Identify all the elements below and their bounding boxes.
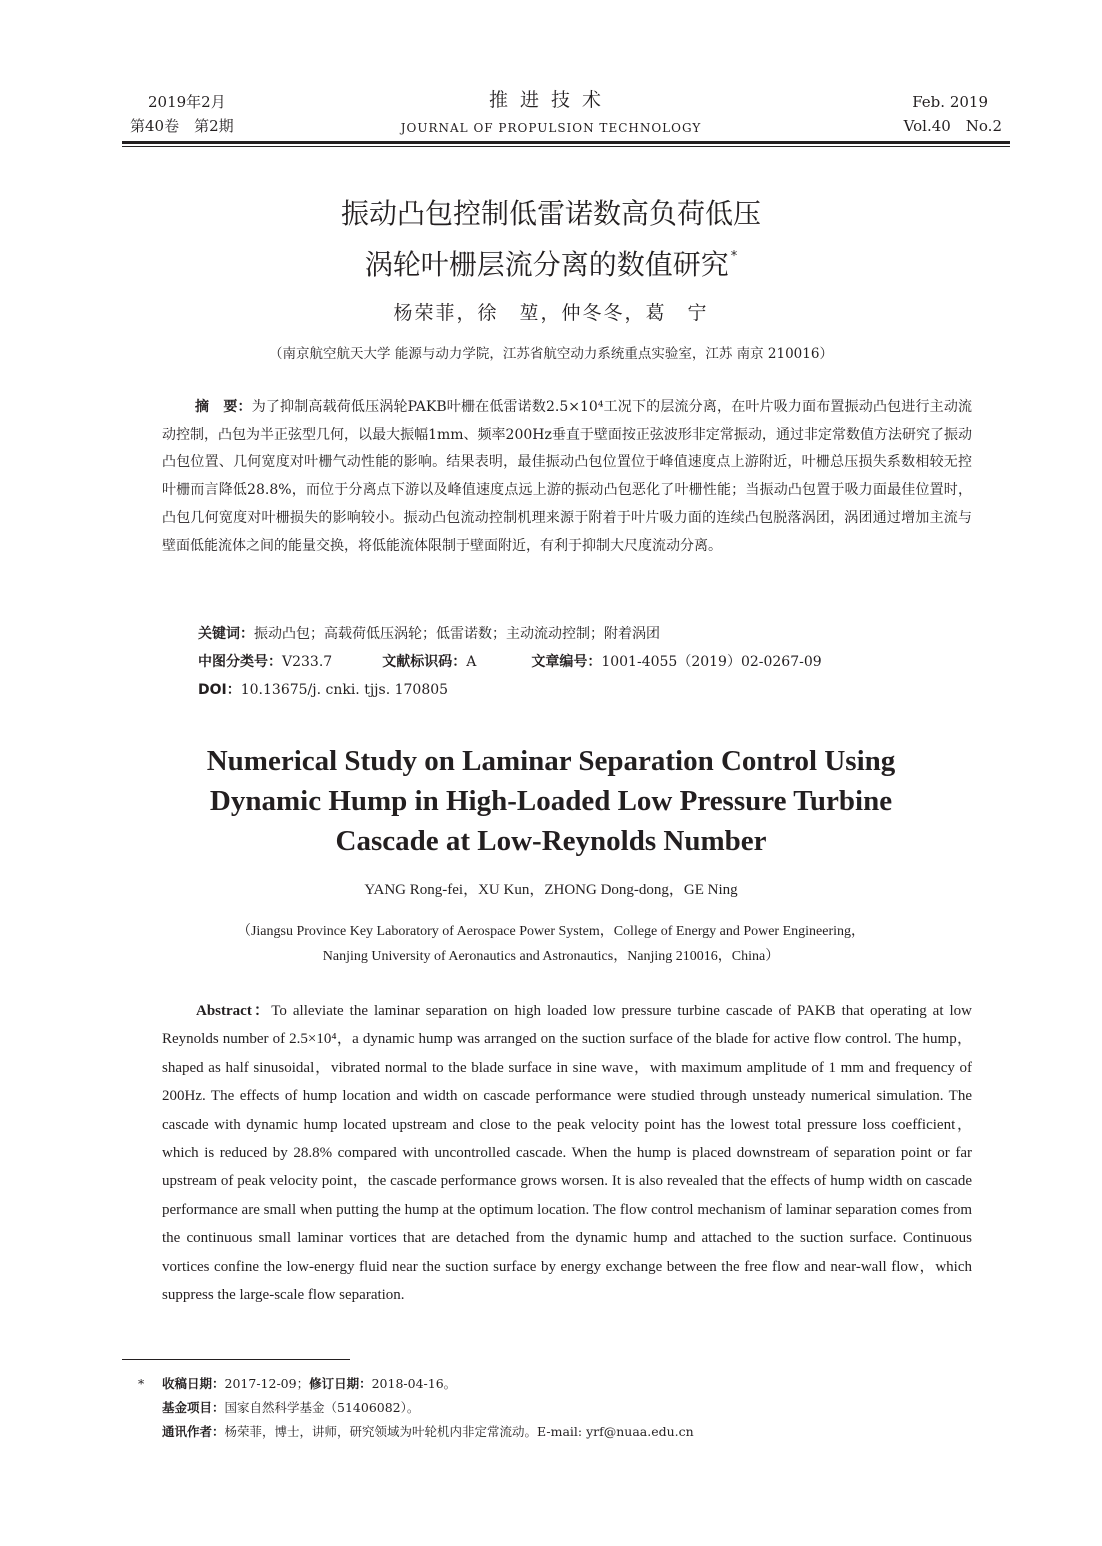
received-value: 2017-12-09； [224, 1376, 310, 1391]
cn-abstract [162, 394, 972, 560]
cn-keywords-line [198, 623, 660, 645]
revised-value: 2018-04-16。 [371, 1376, 457, 1391]
cn-title-line-2-text: 涡轮叶栅层流分离的数值研究 [364, 248, 729, 281]
cn-title-footnote-mark: * [730, 249, 738, 264]
doi-label: DOI： [198, 682, 241, 698]
cn-keywords-label: 关键词： [198, 626, 254, 642]
doi-line [198, 679, 448, 701]
author-label: 通讯作者： [162, 1424, 225, 1439]
footnote-fund [162, 1398, 419, 1418]
cn-title-line-1: 振动凸包控制低雷诺数高负荷低压 [340, 197, 761, 230]
revised-label: 修订日期： [309, 1376, 372, 1391]
doccode-value: A [466, 654, 477, 670]
footnote-rule [122, 1359, 350, 1360]
cn-authors: 杨荣菲，徐 堃，仲冬冬，葛 宁 [393, 302, 709, 324]
en-abstract [162, 997, 972, 1309]
footnote-author [162, 1422, 694, 1442]
en-title-line-2: Dynamic Hump in High-Loaded Low Pressure Turbine [209, 785, 893, 817]
cn-keywords: 振动凸包；高载荷低压涡轮；低雷诺数；主动流动控制；附着涡团 [254, 626, 660, 642]
en-affiliation-line-2: Nanjing University of Aeronautics and Astronautics，Nanjing 210016，China） [322, 949, 780, 964]
en-abstract-label: Abstract： [196, 1003, 272, 1019]
en-title-line-1: Numerical Study on Laminar Separation Control Using [206, 745, 896, 777]
header-date-en: Feb. 2019 [912, 93, 988, 111]
author-value: 杨荣菲，博士，讲师，研究领域为叶轮机内非定常流动。E-mail: yrf@nuaa.edu.cn [224, 1424, 694, 1439]
doccode-label: 文献标识码： [382, 654, 467, 670]
footnote-mark: * [138, 1376, 145, 1391]
article-label: 文章编号： [531, 654, 602, 670]
cn-title-line-2 [0, 237, 1102, 285]
footnote-dates [162, 1374, 456, 1394]
header-volume-cn: 第40卷 第2期 [130, 117, 234, 135]
fund-value: 国家自然科学基金（51406082）。 [224, 1400, 420, 1415]
cn-abstract-label: 摘 要： [195, 399, 252, 415]
class-value: V233.7 [282, 654, 333, 670]
article-value: 1001-4055（2019）02-0267-09 [601, 654, 822, 670]
received-label: 收稿日期： [162, 1376, 225, 1391]
class-label: 中图分类号： [198, 654, 282, 670]
header-volume-en: Vol.40 No.2 [903, 117, 1002, 135]
en-title-line-3: Cascade at Low-Reynolds Number [335, 825, 767, 857]
header-rule-thick [122, 141, 1010, 144]
en-authors: YANG Rong-fei，XU Kun，ZHONG Dong-dong，GE Ning [364, 882, 738, 898]
journal-name-en: JOURNAL OF PROPULSION TECHNOLOGY [400, 121, 702, 135]
en-abstract-text: To alleviate the laminar separation on high loaded low pressure turbine cascade of PAKB that operating at low Reynolds number of 2.5×10⁴，a dynamic hump was arranged on the suction surface of the blade for active flow control. The hump，shaped as half sinusoidal，vibrated normal to the blade surface in sine wave，with maximum amplitude of 1 mm and frequency of 200Hz. The effects of hump location and width on cascade performance were studied through unsteady numerical simulation. The cascade with dynamic hump located upstream and close to the peak velocity point has the lowest total pressure loss coefficient，which is reduced by 28.8% compared with uncontrolled cascade. When the hump is placed downstream of separation point or far upstream of peak velocity point，the cascade performance grows worsen. It is also revealed that the effects of hump width on cascade performance are small when putting the hump at the optimum location. The flow control mechanism of laminar separation comes from the continuous small laminar vortices that are detached from the dynamic hump and attached to the suction surface. Continuous vortices confine the low-energy fluid near the suction surface by energy exchange between the free flow and near-wall flow，which suppress the large-scale flow separation. [162, 1003, 972, 1304]
header-rule-thin [122, 146, 1010, 147]
cn-abstract-text: 为了抑制高载荷低压涡轮PAKB叶栅在低雷诺数2.5×10⁴工况下的层流分离，在叶片吸力面布置振动凸包进行主动流动控制，凸包为半正弦型几何，以最大振幅1mm、频率200Hz垂直于壁面按正弦波形非定常振动，通过非定常数值方法研究了振动凸包位置、几何宽度对叶栅气动性能的影响。结果表明，最佳振动凸包位置位于峰值速度点上游附近，叶栅总压损失系数相较无控叶栅而言降低28.8%，而位于分离点下游以及峰值速度点远上游的振动凸包恶化了叶栅性能；当振动凸包置于吸力面最佳位置时，凸包几何宽度对叶栅损失的影响较小。振动凸包流动控制机理来源于附着于叶片吸力面的连续凸包脱落涡团，涡团通过增加主流与壁面低能流体之间的能量交换，将低能流体限制于壁面附近，有利于抑制大尺度流动分离。 [162, 399, 972, 554]
cn-classification-line [198, 651, 822, 673]
journal-name-cn: 推进技术 [488, 89, 613, 111]
cn-affiliation: （南京航空航天大学 能源与动力学院，江苏省航空动力系统重点实验室，江苏 南京 210016） [269, 346, 833, 362]
fund-label: 基金项目： [162, 1400, 225, 1415]
en-affiliation-line-1: （Jiangsu Province Key Laboratory of Aerospace Power System，College of Energy and Power Engineering， [236, 924, 866, 939]
header-date-cn: 2019年2月 [148, 93, 226, 111]
doi-value: 10.13675/j. cnki. tjjs. 170805 [240, 682, 449, 698]
